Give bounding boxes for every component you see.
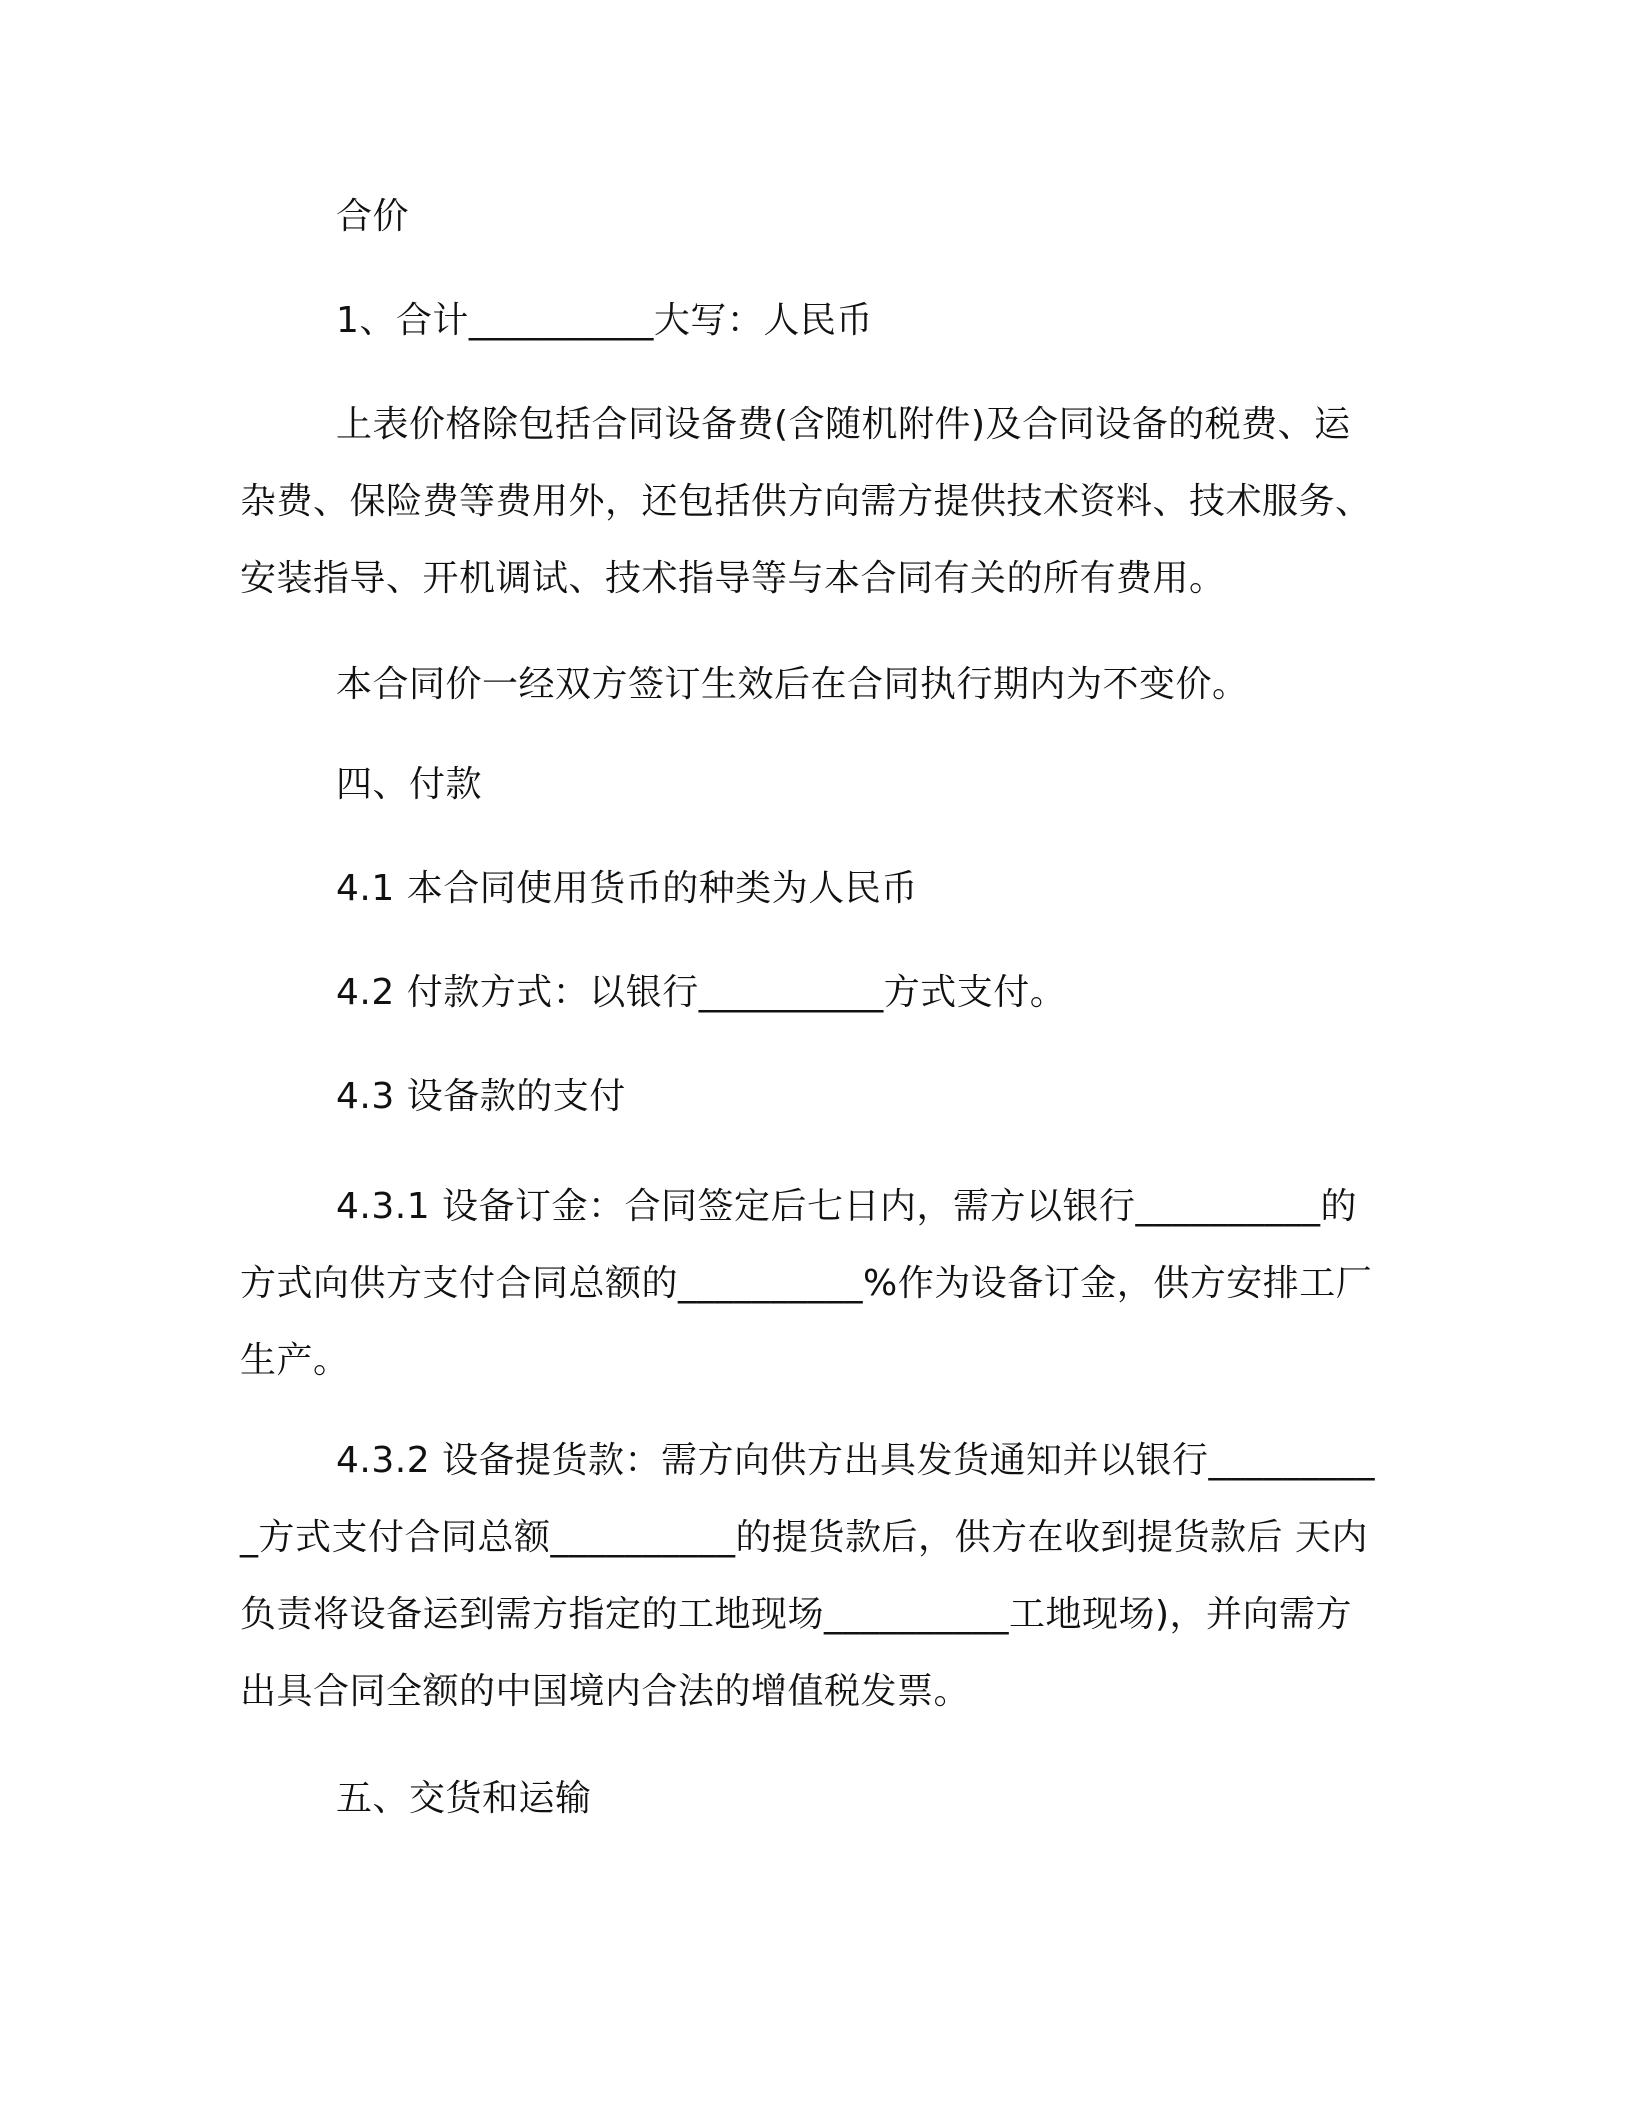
clause-4-3-2: 4.3.2 设备提货款：需方向供方出具发货通知并以银行__________方式支付合同总额__________的提货款后，供方在收到提货款后 天内负责将设备运到需方指定的工地现场__________工地现场)，并向需方出具合同全额的中国境内合法的增值税发票。 [240,1440,1376,1712]
section-heading-price: 合价 [336,196,410,237]
clause-4-2: 4.2 付款方式：以银行__________方式支付。 [336,972,1067,1013]
clause-4-3: 4.3 设备款的支付 [336,1076,626,1117]
price-scope-paragraph: 上表价格除包括合同设备费(含随机附件)及合同设备的税费、运杂费、保险费等费用外，还包括供方向需方提供技术资料、技术服务、安装指导、开机调试、技术指导等与本合同有关的所有费用。 [240,404,1372,599]
section-heading-delivery: 五、交货和运输 [336,1778,592,1819]
clause-4-3-1: 4.3.1 设备订金：合同签定后七日内，需方以银行__________的方式向供方支付合同总额的__________%作为设备订金，供方安排工厂生产。 [240,1186,1373,1381]
fixed-price-paragraph: 本合同价一经双方签订生效后在合同执行期内为不变价。 [336,664,1249,705]
clause-4-1: 4.1 本合同使用货币的种类为人民币 [336,868,918,909]
total-line: 1、合计__________大写：人民币 [336,300,873,341]
section-heading-payment: 四、付款 [336,764,483,805]
